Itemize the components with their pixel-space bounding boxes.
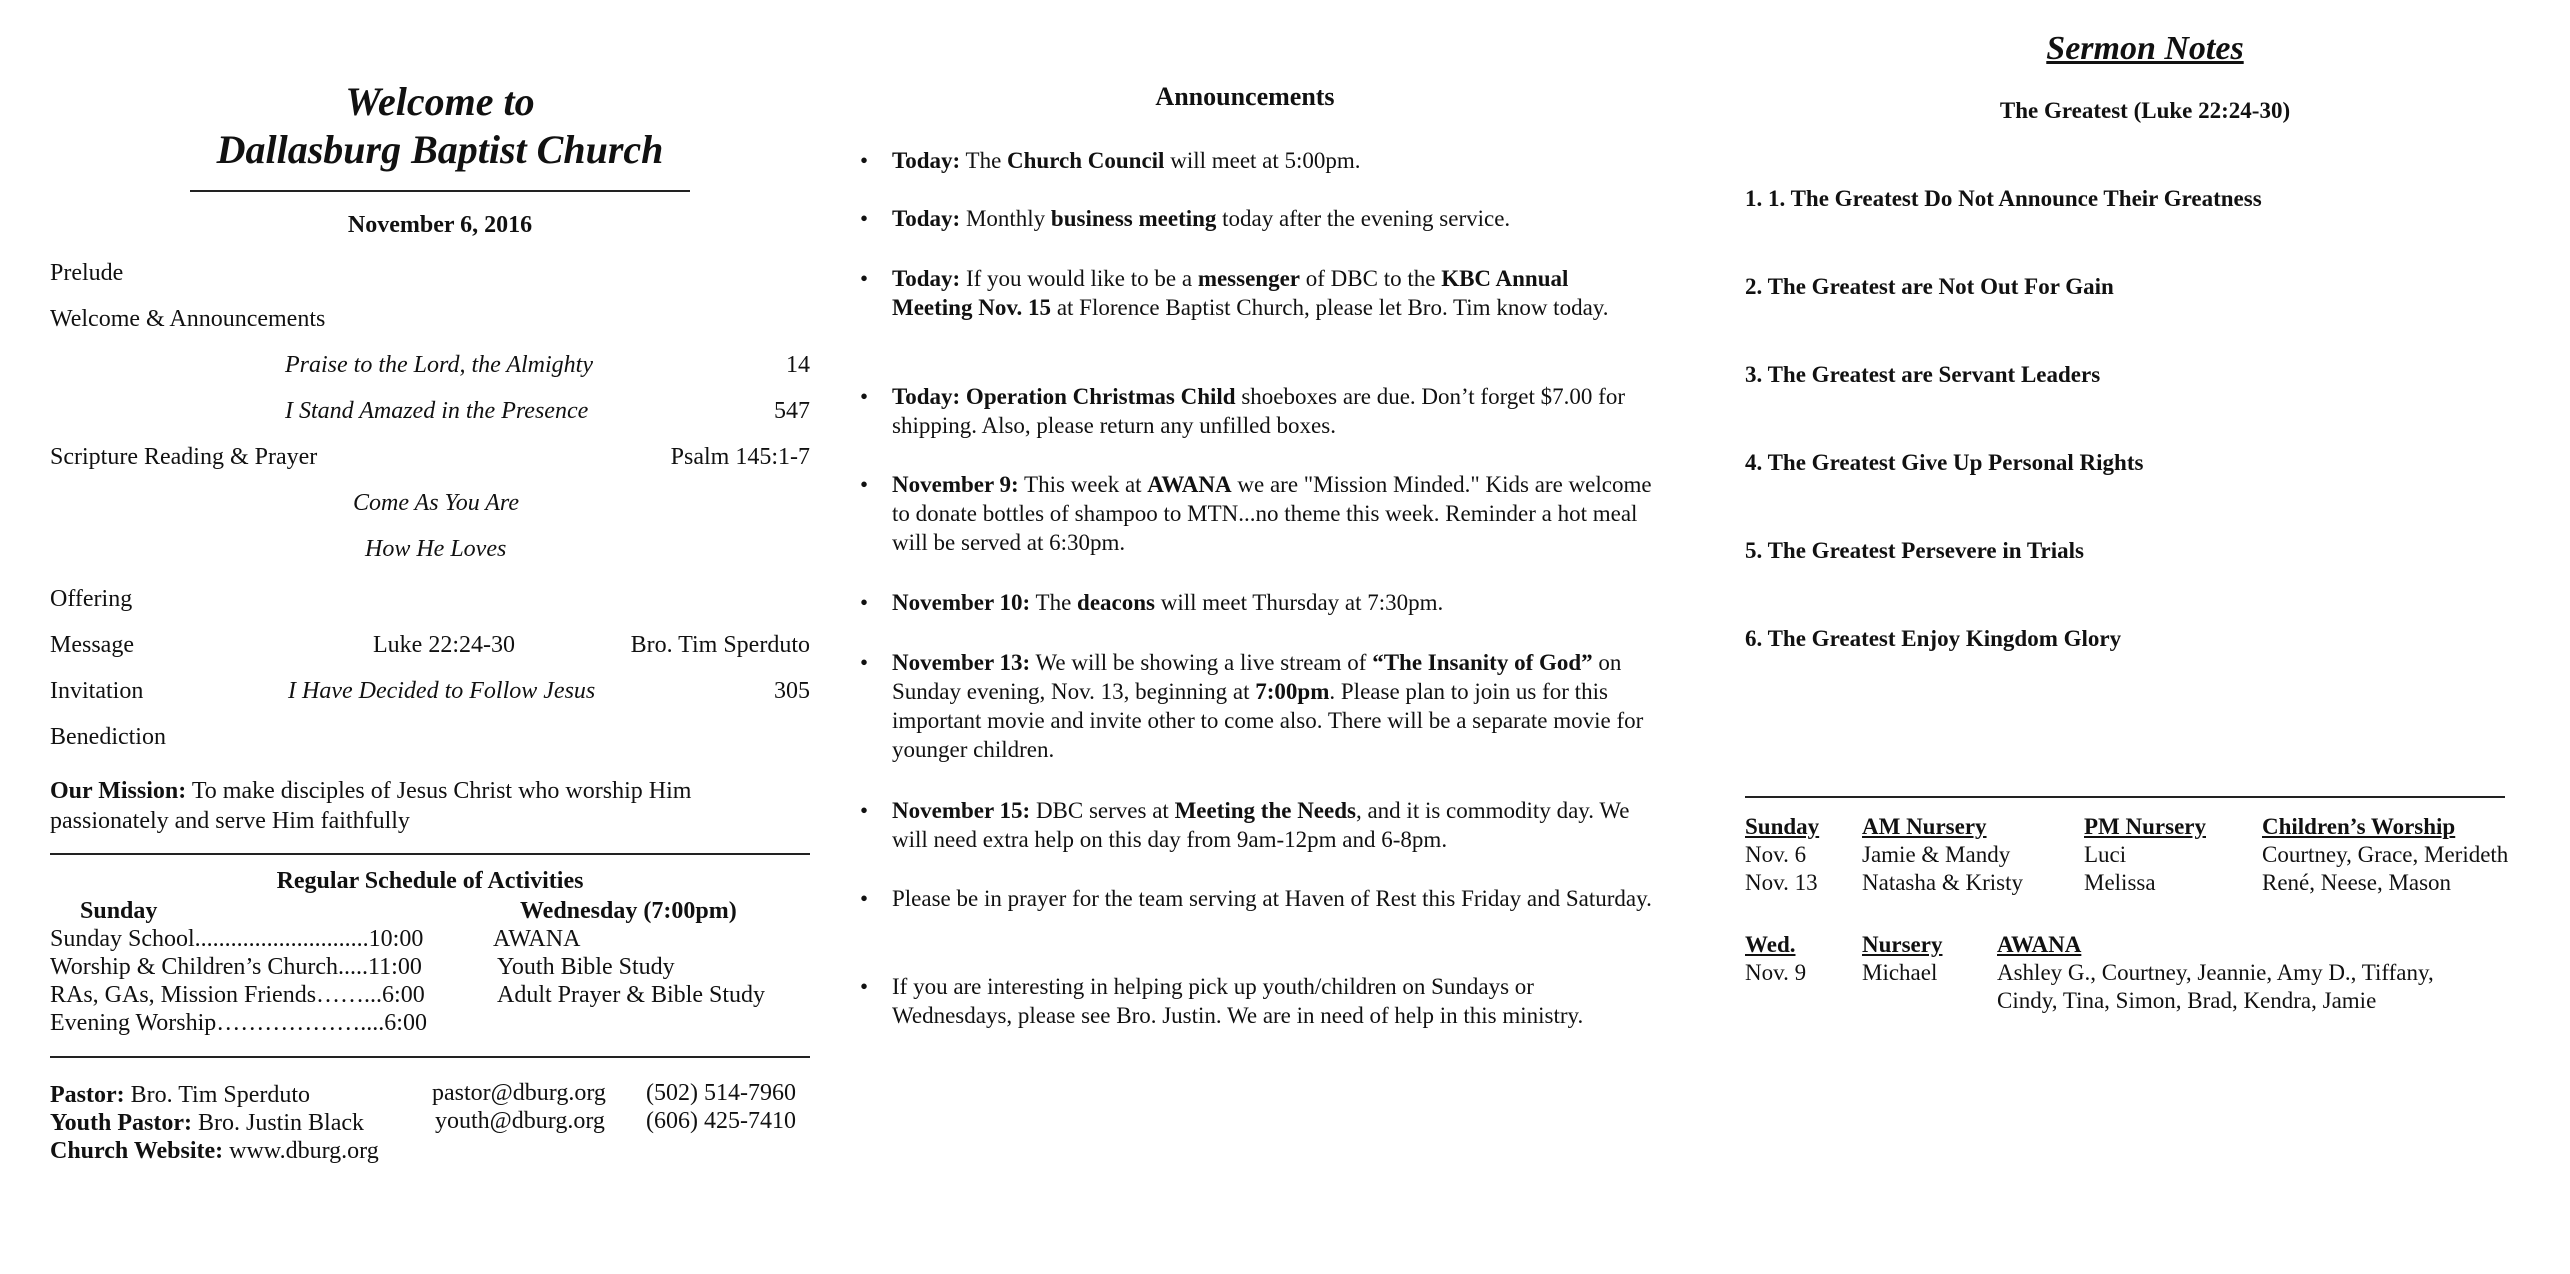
item-label: Offering: [50, 586, 133, 612]
volunteer-header: AM Nursery: [1862, 814, 1987, 839]
announcement-item: • November 15: DBC serves at Meeting the Needs, and it is commodity day. We will need extra help on this day from 9am-12pm and 6-8pm.: [892, 796, 1652, 854]
song-title: I Have Decided to Follow Jesus: [288, 678, 596, 704]
volunteer-header: AWANA: [1997, 932, 2082, 957]
title-line-1: Welcome to: [345, 79, 535, 124]
sermon-subtitle: The Greatest (Luke 22:24-30): [1999, 98, 2291, 123]
volunteer-cell: Ashley G., Courtney, Jeannie, Amy D., Tiffany,: [1997, 960, 2434, 985]
schedule-wednesday-item: Adult Prayer & Bible Study: [497, 982, 765, 1008]
item-label: Invitation: [50, 678, 144, 704]
sermon-point: 4. The Greatest Give Up Personal Rights: [1745, 450, 2144, 475]
announcement-item: • Today: If you would like to be a messenger of DBC to the KBC Annual Meeting Nov. 15 at Florence Baptist Church, please let Bro. Tim know today.: [892, 264, 1652, 322]
volunteer-cell: Michael: [1862, 960, 1938, 985]
schedule-wednesday-item: AWANA: [493, 926, 581, 952]
mission-statement: [50, 776, 810, 836]
item-label: Welcome & Announcements: [50, 306, 326, 332]
sermon-point: 2. The Greatest are Not Out For Gain: [1745, 274, 2114, 299]
scripture-reference: Psalm 145:1-7: [670, 444, 810, 470]
item-label: Benediction: [50, 724, 166, 750]
song-title: Come As You Are: [353, 490, 520, 516]
title-line-2: Dallasburg Baptist Church: [216, 127, 664, 172]
song-title: Praise to the Lord, the Almighty: [285, 352, 593, 378]
title-divider: [190, 190, 690, 192]
pastor-phone: (502) 514-7960: [646, 1080, 796, 1106]
sermon-notes-title: Sermon Notes: [2046, 30, 2244, 67]
schedule-title: Regular Schedule of Activities: [276, 868, 584, 894]
mission-label: Our Mission:: [50, 778, 187, 804]
pastor-email[interactable]: pastor@dburg.org: [432, 1080, 606, 1106]
message-scripture: Luke 22:24-30: [373, 632, 515, 658]
volunteer-cell: Cindy, Tina, Simon, Brad, Kendra, Jamie: [1997, 988, 2377, 1013]
section-divider: [50, 1056, 810, 1058]
schedule-sunday-item: Worship & Children’s Church.....11:00: [50, 954, 422, 980]
schedule-sunday-item: Evening Worship………………....6:00: [50, 1010, 427, 1036]
church-title: [50, 78, 830, 174]
worship-item: [50, 490, 810, 520]
volunteer-header: Wed.: [1745, 932, 1796, 957]
mission-text: To make disciples of Jesus Christ who worship Him passionately and serve Him faithfully: [50, 778, 692, 834]
youth-pastor-email[interactable]: youth@dburg.org: [435, 1108, 605, 1134]
volunteer-cell: Natasha & Kristy: [1862, 870, 2023, 895]
volunteer-cell: Luci: [2084, 842, 2127, 867]
song-title: How He Loves: [365, 536, 507, 562]
worship-item: [50, 536, 810, 566]
youth-pastor-name: Bro. Justin Black: [192, 1110, 364, 1136]
section-divider: [50, 853, 810, 855]
announcement-item: • Today: Operation Christmas Child shoeboxes are due. Don’t forget $7.00 for shipping. Also, please return any unfilled boxes.: [892, 382, 1652, 440]
worship-item: [50, 398, 810, 428]
volunteer-cell: Nov. 9: [1745, 960, 1807, 985]
item-label: Scripture Reading & Prayer: [50, 444, 318, 470]
section-divider: [1745, 796, 2505, 798]
announcements-title: Announcements: [1155, 82, 1335, 111]
announcement-item: • Today: Monthly business meeting today after the evening service.: [892, 204, 1652, 233]
service-date: November 6, 2016: [347, 212, 533, 238]
announcement-item: • Today: The Church Council will meet at 5:00pm.: [892, 146, 1652, 175]
worship-item: [50, 352, 810, 382]
sermon-point: 5. The Greatest Persevere in Trials: [1745, 538, 2084, 563]
schedule-sunday-item: RAs, GAs, Mission Friends……...6:00: [50, 982, 425, 1008]
item-label: Prelude: [50, 260, 124, 286]
youth-pastor-label: Youth Pastor:: [50, 1110, 192, 1136]
sermon-point: 6. The Greatest Enjoy Kingdom Glory: [1745, 626, 2122, 651]
pastor-name: Bro. Tim Sperduto: [124, 1082, 311, 1108]
pastor-line: [50, 1082, 310, 1109]
hymn-number: 547: [774, 398, 810, 424]
schedule-wednesday-item: Youth Bible Study: [497, 954, 675, 980]
announcement-item: • November 13: We will be showing a live stream of “The Insanity of God” on Sunday evening, Nov. 13, beginning at 7:00pm. Please plan to join us for this important movie and invite other to come also. There will be a separate movie for younger children.: [892, 648, 1652, 764]
volunteer-cell: René, Neese, Mason: [2262, 870, 2452, 895]
worship-item: [50, 306, 810, 336]
worship-item: [50, 724, 810, 754]
announcement-item: • If you are interesting in helping pick up youth/children on Sundays or Wednesdays, please see Bro. Justin. We are in need of help in this ministry.: [892, 972, 1652, 1030]
volunteer-header: Sunday: [1745, 814, 1820, 839]
worship-item: [50, 632, 810, 662]
schedule-sunday-header: Sunday: [80, 898, 158, 924]
youth-pastor-phone: (606) 425-7410: [646, 1108, 796, 1134]
volunteer-header: PM Nursery: [2084, 814, 2206, 839]
hymn-number: 305: [774, 678, 810, 704]
message-speaker: Bro. Tim Sperduto: [630, 632, 810, 658]
worship-item: [50, 586, 810, 616]
volunteer-cell: Nov. 6: [1745, 842, 1807, 867]
volunteer-cell: Melissa: [2084, 870, 2156, 895]
worship-item: [50, 260, 810, 290]
website-line: [50, 1138, 379, 1165]
schedule-sunday-item: Sunday School.............................10:00: [50, 926, 424, 952]
hymn-number: 14: [786, 352, 810, 378]
volunteer-cell: Courtney, Grace, Merideth: [2262, 842, 2509, 867]
song-title: I Stand Amazed in the Presence: [285, 398, 589, 424]
volunteer-header: Nursery: [1862, 932, 1943, 957]
volunteer-cell: Jamie & Mandy: [1862, 842, 2011, 867]
announcement-item: • Please be in prayer for the team serving at Haven of Rest this Friday and Saturday.: [892, 884, 1652, 913]
item-label: Message: [50, 632, 134, 658]
announcement-item: • November 9: This week at AWANA we are "Mission Minded." Kids are welcome to donate bottles of shampoo to MTN...no theme this week. Reminder a hot meal will be served at 6:30pm.: [892, 470, 1652, 557]
sermon-point: 1. 1. The Greatest Do Not Announce Their Greatness: [1745, 186, 2262, 211]
worship-item: [50, 444, 810, 474]
website-link[interactable]: www.dburg.org: [223, 1138, 379, 1164]
schedule-wednesday-header: Wednesday (7:00pm): [520, 898, 737, 924]
sermon-point: 3. The Greatest are Servant Leaders: [1745, 362, 2101, 387]
worship-item: [50, 678, 810, 708]
website-label: Church Website:: [50, 1138, 224, 1164]
announcement-item: • November 10: The deacons will meet Thursday at 7:30pm.: [892, 588, 1652, 617]
youth-pastor-line: [50, 1110, 364, 1137]
volunteer-header: Children’s Worship: [2262, 814, 2456, 839]
pastor-label: Pastor:: [50, 1082, 125, 1108]
volunteer-cell: Nov. 13: [1745, 870, 1818, 895]
